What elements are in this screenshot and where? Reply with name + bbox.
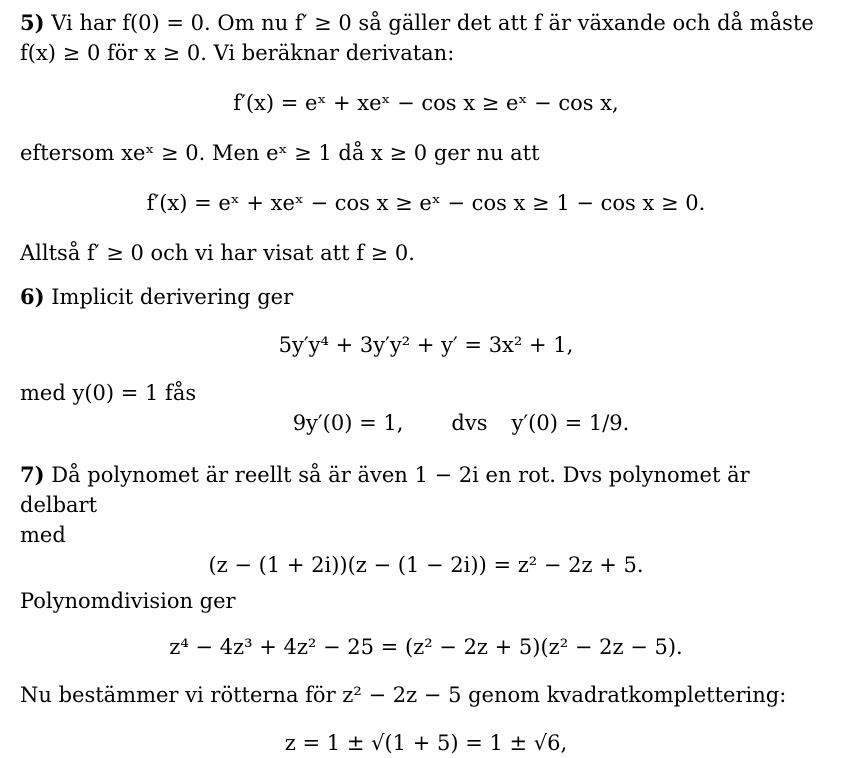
problem-7-equation-2: z⁴ − 4z³ + 4z² − 25 = (z² − 2z + 5)(z² − 2z − 5). xyxy=(169,635,683,659)
problem-6-equation-1: 5y′y⁴ + 3y′y² + y′ = 3x² + 1, xyxy=(278,333,574,357)
problem-7 xyxy=(20,460,832,758)
problem-6-middle-text: med y(0) = 1 fås xyxy=(20,381,197,405)
problem-7-last-text: Nu bestämmer vi rötterna för z² − 2z − 5 genom kvadratkomplettering: xyxy=(20,683,787,707)
problem-6-equation-2-left: 9y′(0) = 1, xyxy=(292,411,404,435)
problem-7-intro xyxy=(20,460,832,520)
problem-6-intro xyxy=(20,282,832,312)
problem-5-equation-1: f′(x) = eˣ + xeˣ − cos x ≥ eˣ − cos x, xyxy=(233,91,619,115)
problem-7-intro-line1: Då polynomet är reellt så är även 1 − 2i en rot. Dvs polynomet är delbart xyxy=(20,463,750,517)
problem-5-equation-2: f′(x) = eˣ + xeˣ − cos x ≥ eˣ − cos x ≥ 1 − cos x ≥ 0. xyxy=(146,191,706,215)
problem-5-intro-line2: f(x) ≥ 0 för x ≥ 0. Vi beräknar derivatan: xyxy=(20,41,455,65)
problem-7-middle-text: Polynomdivision ger xyxy=(20,589,236,613)
problem-6-intro-text: Implicit derivering ger xyxy=(51,285,294,309)
problem-5 xyxy=(20,8,832,268)
problem-6 xyxy=(20,282,832,438)
problem-5-number: 5) xyxy=(20,10,45,35)
problem-7-equation-3: z = 1 ± √(1 + 5) = 1 ± √6, xyxy=(284,731,568,755)
problem-5-middle-text: eftersom xeˣ ≥ 0. Men eˣ ≥ 1 då x ≥ 0 ger nu att xyxy=(20,141,540,165)
problem-6-equation-2-right: y′(0) = 1/9. xyxy=(511,411,630,435)
problem-6-equation-2 xyxy=(20,408,832,438)
problem-7-equation-1: (z − (1 + 2i))(z − (1 − 2i)) = z² − 2z + 5. xyxy=(208,553,644,577)
problem-7-number: 7) xyxy=(20,462,45,487)
problem-6-number: 6) xyxy=(20,284,45,309)
problem-5-intro-line1: Vi har f(0) = 0. Om nu f′ ≥ 0 så gäller det att f är växande och då måste xyxy=(51,11,814,35)
problem-5-conclusion: Alltså f′ ≥ 0 och vi har visat att f ≥ 0. xyxy=(20,241,415,265)
problem-5-intro xyxy=(20,8,832,38)
problem-6-equation-2-word: dvs xyxy=(451,411,488,435)
problem-7-intro-line2: med xyxy=(20,523,66,547)
